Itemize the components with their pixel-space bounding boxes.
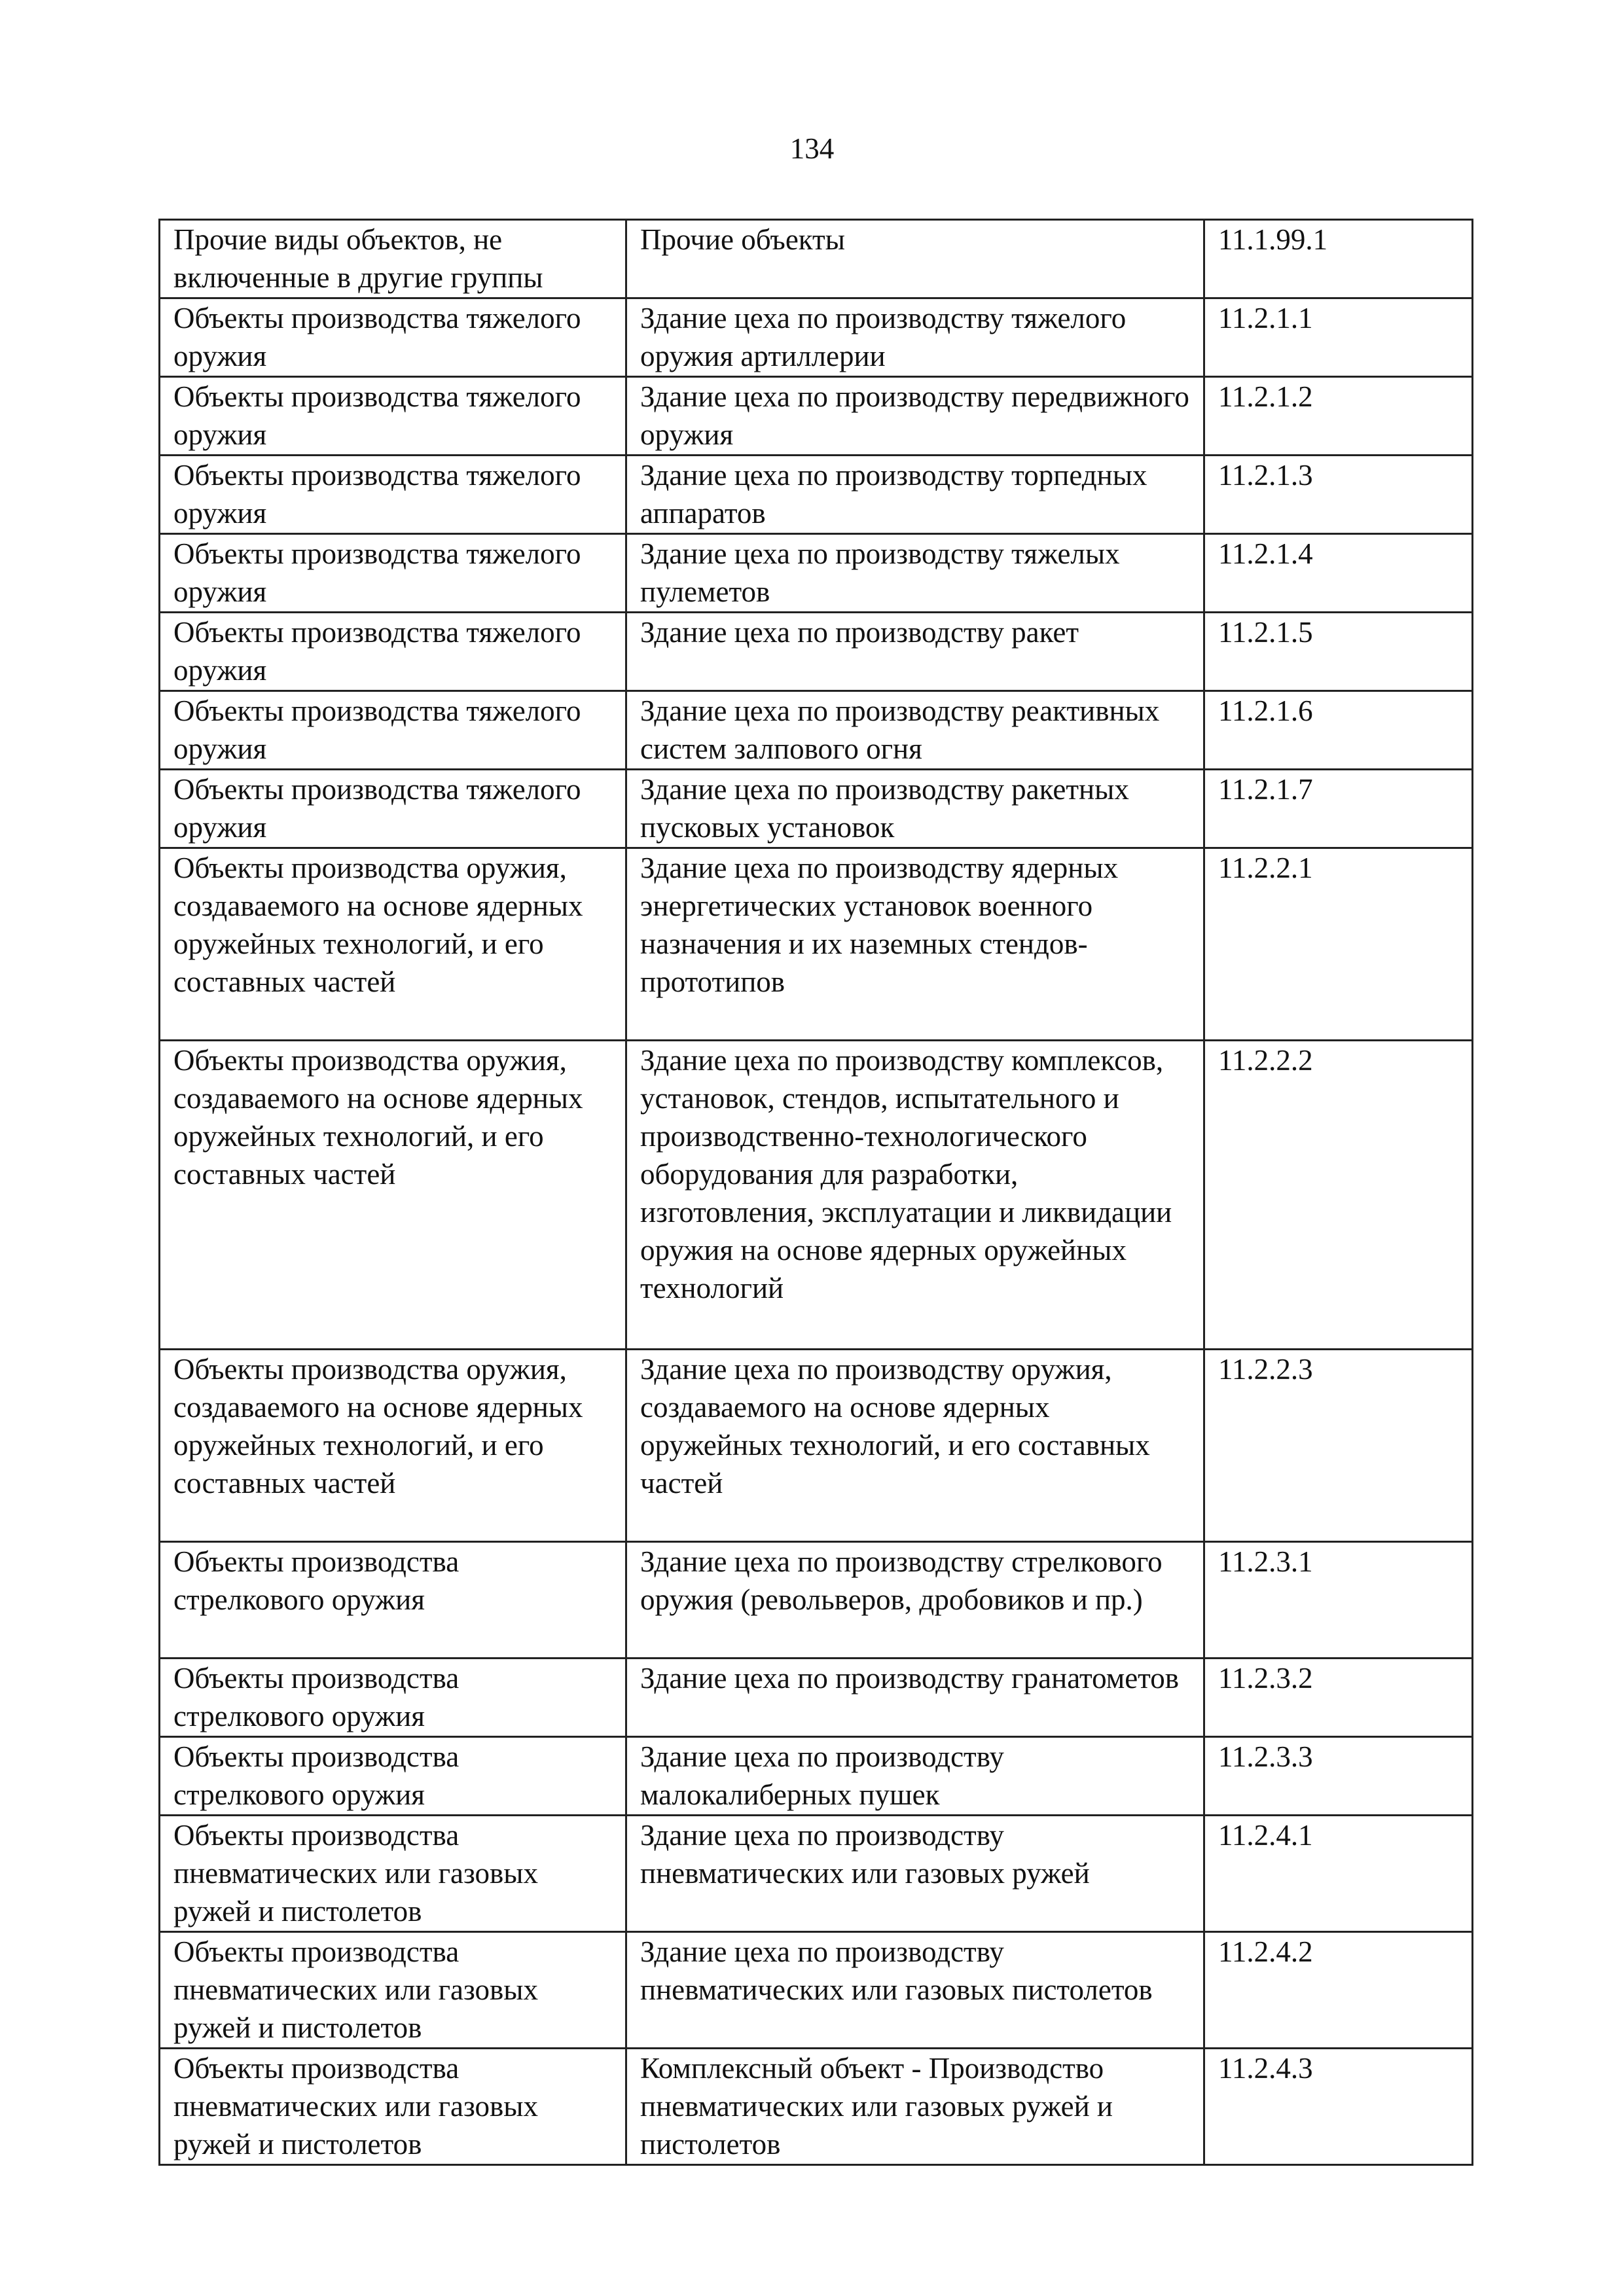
table-row [160, 1932, 1473, 2049]
object-cell: Здание цеха по производству ядерных энергетических установок военного назначения и их наземных стендов-прототипов [626, 848, 1204, 1041]
table-row [160, 848, 1473, 1041]
object-cell: Здание цеха по производству тяжелых пулеметов [626, 534, 1204, 613]
classification-table [158, 219, 1473, 2166]
object-cell: Здание цеха по производству торпедных аппаратов [626, 456, 1204, 534]
group-cell: Объекты производства стрелкового оружия [160, 1659, 626, 1737]
object-cell: Прочие объекты [626, 220, 1204, 298]
code-cell: 11.2.1.7 [1204, 770, 1473, 848]
table-row [160, 691, 1473, 770]
table-row [160, 298, 1473, 377]
object-cell: Здание цеха по производству передвижного оружия [626, 377, 1204, 456]
table-row [160, 534, 1473, 613]
page-number: 134 [789, 132, 835, 165]
group-cell: Объекты производства пневматических или газовых ружей и пистолетов [160, 1932, 626, 2049]
object-cell: Здание цеха по производству комплексов, установок, стендов, испытательного и производственно-технологического оборудования для разработки, изготовления, эксплуатации и ликвидации оружия на основе ядерных оружейных технологий [626, 1041, 1204, 1350]
table-row [160, 1659, 1473, 1737]
code-cell: 11.1.99.1 [1204, 220, 1473, 298]
code-cell: 11.2.1.5 [1204, 613, 1473, 691]
group-cell: Объекты производства тяжелого оружия [160, 377, 626, 456]
table-row [160, 1737, 1473, 1816]
object-cell: Здание цеха по производству гранатометов [626, 1659, 1204, 1737]
table-row [160, 1041, 1473, 1350]
table-row [160, 770, 1473, 848]
object-cell: Здание цеха по производству малокалиберных пушек [626, 1737, 1204, 1816]
group-cell: Объекты производства тяжелого оружия [160, 770, 626, 848]
table-row [160, 2049, 1473, 2165]
table-row [160, 613, 1473, 691]
object-cell: Здание цеха по производству пневматических или газовых пистолетов [626, 1932, 1204, 2049]
group-cell: Объекты производства оружия, создаваемого на основе ядерных оружейных технологий, и его составных частей [160, 1041, 626, 1350]
table-row [160, 220, 1473, 298]
table-row [160, 456, 1473, 534]
code-cell: 11.2.1.3 [1204, 456, 1473, 534]
code-cell: 11.2.3.3 [1204, 1737, 1473, 1816]
group-cell: Объекты производства оружия, создаваемого на основе ядерных оружейных технологий, и его составных частей [160, 848, 626, 1041]
code-cell: 11.2.2.2 [1204, 1041, 1473, 1350]
code-cell: 11.2.2.1 [1204, 848, 1473, 1041]
group-cell: Объекты производства стрелкового оружия [160, 1737, 626, 1816]
code-cell: 11.2.1.2 [1204, 377, 1473, 456]
table-row [160, 377, 1473, 456]
code-cell: 11.2.4.1 [1204, 1816, 1473, 1932]
group-cell: Объекты производства тяжелого оружия [160, 456, 626, 534]
object-cell: Комплексный объект - Производство пневматических или газовых ружей и пистолетов [626, 2049, 1204, 2165]
object-cell: Здание цеха по производству реактивных систем залпового огня [626, 691, 1204, 770]
object-cell: Здание цеха по производству ракетных пусковых установок [626, 770, 1204, 848]
object-cell: Здание цеха по производству пневматических или газовых ружей [626, 1816, 1204, 1932]
table-row [160, 1542, 1473, 1659]
code-cell: 11.2.1.4 [1204, 534, 1473, 613]
code-cell: 11.2.3.1 [1204, 1542, 1473, 1659]
code-cell: 11.2.2.3 [1204, 1350, 1473, 1542]
object-cell: Здание цеха по производству тяжелого оружия артиллерии [626, 298, 1204, 377]
group-cell: Объекты производства тяжелого оружия [160, 298, 626, 377]
code-cell: 11.2.4.3 [1204, 2049, 1473, 2165]
table-row [160, 1816, 1473, 1932]
group-cell: Объекты производства оружия, создаваемого на основе ядерных оружейных технологий, и его составных частей [160, 1350, 626, 1542]
group-cell: Объекты производства тяжелого оружия [160, 613, 626, 691]
code-cell: 11.2.1.6 [1204, 691, 1473, 770]
code-cell: 11.2.3.2 [1204, 1659, 1473, 1737]
group-cell: Объекты производства стрелкового оружия [160, 1542, 626, 1659]
group-cell: Объекты производства тяжелого оружия [160, 534, 626, 613]
table-row [160, 1350, 1473, 1542]
object-cell: Здание цеха по производству оружия, создаваемого на основе ядерных оружейных технологий, и его составных частей [626, 1350, 1204, 1542]
group-cell: Объекты производства пневматических или газовых ружей и пистолетов [160, 1816, 626, 1932]
object-cell: Здание цеха по производству стрелкового оружия (револьверов, дробовиков и пр.) [626, 1542, 1204, 1659]
group-cell: Прочие виды объектов, не включенные в другие группы [160, 220, 626, 298]
group-cell: Объекты производства тяжелого оружия [160, 691, 626, 770]
code-cell: 11.2.4.2 [1204, 1932, 1473, 2049]
object-cell: Здание цеха по производству ракет [626, 613, 1204, 691]
group-cell: Объекты производства пневматических или газовых ружей и пистолетов [160, 2049, 626, 2165]
code-cell: 11.2.1.1 [1204, 298, 1473, 377]
